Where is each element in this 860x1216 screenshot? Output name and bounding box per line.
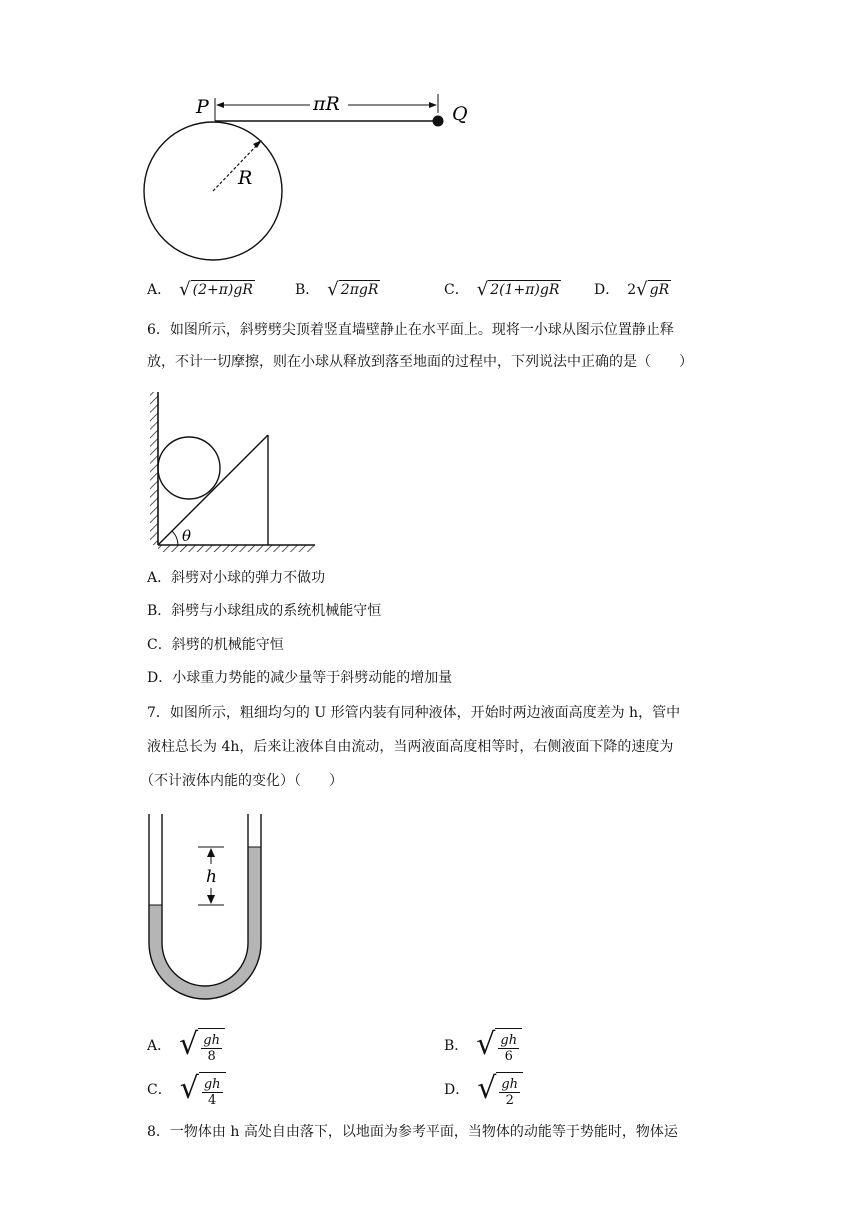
q7-option-c: C． √ $\frac{gh}{4}$ (147, 1072, 226, 1108)
label-q: Q (452, 103, 468, 125)
q5-option-b: B． √ 2πgR (295, 279, 379, 300)
figure-u-tube (140, 808, 275, 1008)
q6-line-1: 6．如图所示，斜劈劈尖顶着竖直墙壁静止在水平面上。现将一小球从图示位置静止释 (147, 322, 674, 338)
q5-option-a: A． √ (2+π)gR (147, 279, 253, 300)
label-pi-r: πR (313, 93, 340, 115)
q8-line-1: 8．一物体由 h 高处自由落下，以地面为参考平面，当物体的动能等于势能时，物体运 (147, 1124, 678, 1140)
q7-line-2: 液柱总长为 4h，后来让液体自由流动，当两液面高度相等时，右侧液面下降的速度为 (147, 739, 674, 755)
q7-option-a: A． √ $\frac{gh}{8}$ (147, 1028, 225, 1064)
figure-wedge-ball (140, 388, 325, 553)
q5-option-d: D． 2 √ gR (594, 279, 670, 300)
label-theta: θ (182, 527, 192, 545)
q6-option-d: D．小球重力势能的减少量等于斜劈动能的增加量 (147, 670, 453, 686)
label-r: R (238, 167, 253, 189)
q7-line-3: （不计液体内能的变化）（ ） (140, 773, 343, 789)
q5-option-c: C． √ 2(1+π)gR (444, 279, 560, 300)
label-h: h (206, 867, 217, 887)
q6-option-b: B．斜劈与小球组成的系统机械能守恒 (147, 603, 382, 619)
q7-option-b: B． √ $\frac{gh}{6}$ (444, 1028, 522, 1064)
q7-option-d: D． √ $\frac{gh}{2}$ (444, 1072, 523, 1108)
q6-option-c: C．斜劈的机械能守恒 (147, 637, 284, 653)
figure-circle-pq (140, 88, 490, 268)
q7-line-1: 7．如图所示，粗细均匀的 U 形管内装有同种液体，开始时两边液面高度差为 h，管中 (147, 705, 681, 721)
q6-option-a: A．斜劈对小球的弹力不做功 (147, 570, 326, 586)
label-p: P (196, 96, 209, 118)
q6-line-2: 放，不计一切摩擦，则在小球从释放到落至地面的过程中，下列说法中正确的是（ ） (147, 354, 693, 370)
